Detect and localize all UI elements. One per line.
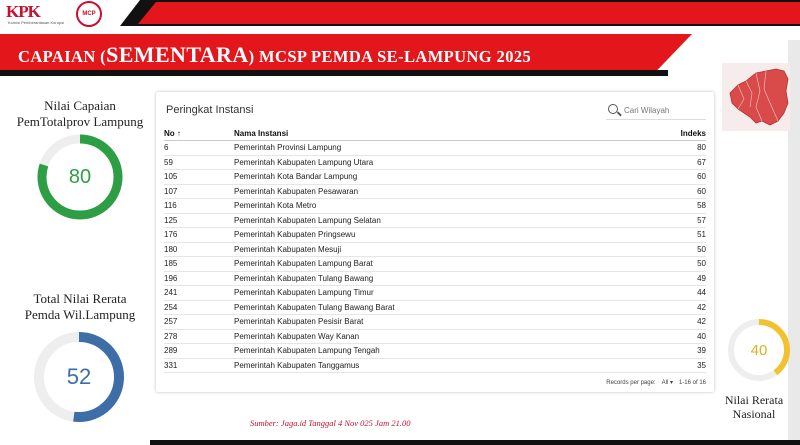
row-nama: Pemerintah Kabupaten Lampung Timur — [234, 286, 646, 301]
provinsi-label-line1: Nilai Capaian — [44, 98, 116, 113]
table-row[interactable] — [164, 344, 706, 359]
rerata-score-value: 52 — [66, 364, 92, 389]
row-indeks: 40 — [646, 329, 706, 344]
table-row[interactable] — [164, 155, 706, 170]
title-banner — [0, 34, 700, 74]
nasional-gauge — [726, 317, 792, 383]
row-nama: Pemerintah Kabupaten Lampung Tengah — [234, 344, 646, 359]
kpk-logo-subtitle: Komisi Pemberantasan Korupsi — [8, 20, 65, 25]
row-no: 6 — [164, 141, 234, 156]
row-nama: Pemerintah Kabupaten Way Kanan — [234, 329, 646, 344]
kpk-logo: KPK — [6, 2, 40, 21]
row-indeks: 51 — [646, 228, 706, 243]
table-row[interactable] — [164, 170, 706, 185]
banner-black-underline — [0, 70, 668, 76]
row-indeks: 42 — [646, 300, 706, 315]
table-body — [164, 141, 706, 373]
title-suffix: ) MCSP PEMDA SE-LAMPUNG 2025 — [248, 47, 532, 66]
provinsi-gauge — [35, 132, 125, 222]
row-no: 289 — [164, 344, 234, 359]
page-range: 1-16 of 16 — [678, 379, 706, 386]
row-indeks: 60 — [646, 170, 706, 185]
ranking-table — [164, 126, 706, 373]
row-nama: Pemerintah Kabupaten Mesuji — [234, 242, 646, 257]
row-no: 196 — [164, 271, 234, 286]
column-header-nama[interactable]: Nama Instansi — [234, 126, 646, 141]
table-row[interactable] — [164, 315, 706, 330]
title-prefix: CAPAIAN ( — [18, 47, 107, 66]
row-no: 176 — [164, 228, 234, 243]
table-row[interactable] — [164, 329, 706, 344]
nasional-score-label — [708, 393, 800, 421]
ranking-panel — [156, 92, 714, 392]
records-per-page-label: Records per page: — [606, 379, 656, 386]
search-input[interactable] — [624, 103, 704, 117]
table-row[interactable] — [164, 242, 706, 257]
table-row[interactable] — [164, 141, 706, 156]
row-nama: Pemerintah Kabupaten Tulang Bawang Barat — [234, 300, 646, 315]
row-nama: Pemerintah Kota Bandar Lampung — [234, 170, 646, 185]
provinsi-score-label — [5, 98, 155, 130]
row-nama: Pemerintah Kota Metro — [234, 199, 646, 214]
table-row[interactable] — [164, 271, 706, 286]
rerata-label-line1: Total Nilai Rerata — [33, 291, 127, 306]
row-nama: Pemerintah Kabupaten Tulang Bawang — [234, 271, 646, 286]
row-no: 278 — [164, 329, 234, 344]
row-no: 241 — [164, 286, 234, 301]
row-nama: Pemerintah Kabupaten Pringsewu — [234, 228, 646, 243]
search-box[interactable] — [606, 103, 706, 120]
row-no: 105 — [164, 170, 234, 185]
provinsi-score-value: 80 — [68, 165, 92, 188]
row-indeks: 42 — [646, 315, 706, 330]
table-row[interactable] — [164, 358, 706, 373]
row-no: 116 — [164, 199, 234, 214]
row-indeks: 67 — [646, 155, 706, 170]
page-title — [18, 42, 531, 68]
row-indeks: 49 — [646, 271, 706, 286]
nasional-label-line1: Nilai Rerata — [724, 393, 784, 407]
row-no: 125 — [164, 213, 234, 228]
table-row[interactable] — [164, 184, 706, 199]
rerata-label-line2: Pemda Wil.Lampung — [24, 307, 136, 322]
rerata-gauge — [32, 330, 126, 424]
row-indeks: 39 — [646, 344, 706, 359]
search-icon[interactable] — [608, 104, 618, 114]
pagination — [606, 379, 706, 386]
row-nama: Pemerintah Provinsi Lampung — [234, 141, 646, 156]
row-nama: Pemerintah Kabupaten Pesawaran — [234, 184, 646, 199]
row-no: 59 — [164, 155, 234, 170]
table-row[interactable] — [164, 257, 706, 272]
row-indeks: 50 — [646, 257, 706, 272]
table-row[interactable] — [164, 300, 706, 315]
title-emphasis: SEMENTARA — [106, 42, 249, 67]
row-nama: Pemerintah Kabupaten Lampung Utara — [234, 155, 646, 170]
table-row[interactable] — [164, 199, 706, 214]
nasional-score-value: 40 — [750, 341, 768, 359]
row-indeks: 80 — [646, 141, 706, 156]
column-header-indeks[interactable]: Indeks — [646, 126, 706, 141]
provinsi-label-line2: PemTotalprov Lampung — [16, 114, 144, 129]
row-indeks: 50 — [646, 242, 706, 257]
row-no: 254 — [164, 300, 234, 315]
row-no: 107 — [164, 184, 234, 199]
row-no: 331 — [164, 358, 234, 373]
column-header-no[interactable]: No ↑ — [164, 126, 234, 141]
row-indeks: 44 — [646, 286, 706, 301]
row-indeks: 35 — [646, 358, 706, 373]
bottom-bar — [150, 440, 800, 445]
lampung-map — [722, 63, 790, 131]
row-nama: Pemerintah Kabupaten Lampung Selatan — [234, 213, 646, 228]
row-nama: Pemerintah Kabupaten Pesisir Barat — [234, 315, 646, 330]
mcp-logo: MCP — [76, 1, 102, 27]
row-no: 180 — [164, 242, 234, 257]
panel-title: Peringkat Instansi — [166, 104, 254, 116]
chevron-down-icon: ▾ — [669, 380, 673, 386]
table-header-row — [164, 126, 706, 141]
row-indeks: 58 — [646, 199, 706, 214]
table-row[interactable] — [164, 213, 706, 228]
row-no: 185 — [164, 257, 234, 272]
top-bar — [0, 0, 800, 34]
row-no: 257 — [164, 315, 234, 330]
nasional-label-line2: Nasional — [732, 407, 776, 421]
row-nama: Pemerintah Kabupaten Tanggamus — [234, 358, 646, 373]
table-row[interactable] — [164, 228, 706, 243]
row-nama: Pemerintah Kabupaten Lampung Barat — [234, 257, 646, 272]
source-note: Sumber: Jaga.id Tanggal 4 Nov 025 Jam 21.00 — [250, 418, 411, 428]
rerata-score-label — [5, 291, 155, 323]
row-indeks: 60 — [646, 184, 706, 199]
records-per-page-select[interactable] — [662, 379, 673, 386]
row-indeks: 57 — [646, 213, 706, 228]
header-red-strip — [138, 2, 800, 24]
table-row[interactable] — [164, 286, 706, 301]
records-per-page-value: All — [661, 380, 669, 386]
